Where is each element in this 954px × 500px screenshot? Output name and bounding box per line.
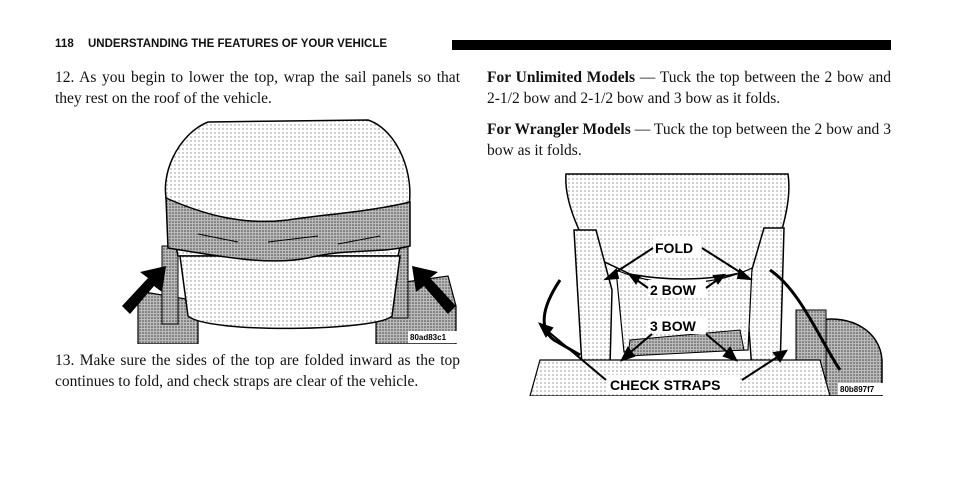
wrangler-paragraph bbox=[487, 119, 891, 161]
unlimited-heading: For Unlimited Models bbox=[487, 69, 635, 86]
page-number: 118 bbox=[55, 38, 74, 50]
figure-fold-bows-illustration bbox=[520, 170, 892, 396]
page-header bbox=[55, 37, 891, 53]
step-12-paragraph: 12. As you begin to lower the top, wrap the sail panels so that they rest on the roof of the vehicle. bbox=[55, 69, 460, 107]
figure2-code: 80b897f7 bbox=[840, 385, 875, 394]
label-fold: FOLD bbox=[655, 240, 694, 256]
label-check-straps: CHECK STRAPS bbox=[610, 377, 721, 393]
header-rule bbox=[452, 40, 891, 50]
label-3-bow: 3 BOW bbox=[650, 318, 696, 334]
figure1-code: 80ad83c1 bbox=[410, 333, 447, 342]
figure-sail-panels bbox=[118, 116, 462, 344]
unlimited-paragraph bbox=[487, 67, 891, 109]
step-13-paragraph: 13. Make sure the sides of the top are folded inward as the top continues to fold, and check straps are clear of the vehicle. bbox=[55, 352, 460, 390]
unlimited-text: — Tuck the top between the 2 bow and 2-1/2 bow and 2-1/2 bow and 3 bow as it folds. bbox=[487, 69, 891, 107]
figure-sail-panels-illustration bbox=[118, 116, 462, 344]
wrangler-heading: For Wrangler Models bbox=[487, 121, 631, 138]
wrangler-text: — Tuck the top between the 2 bow and 3 bow as it folds. bbox=[487, 121, 891, 159]
label-2-bow: 2 BOW bbox=[650, 282, 696, 298]
section-title: UNDERSTANDING THE FEATURES OF YOUR VEHICLE bbox=[88, 38, 388, 50]
figure-fold-bows bbox=[520, 170, 892, 396]
